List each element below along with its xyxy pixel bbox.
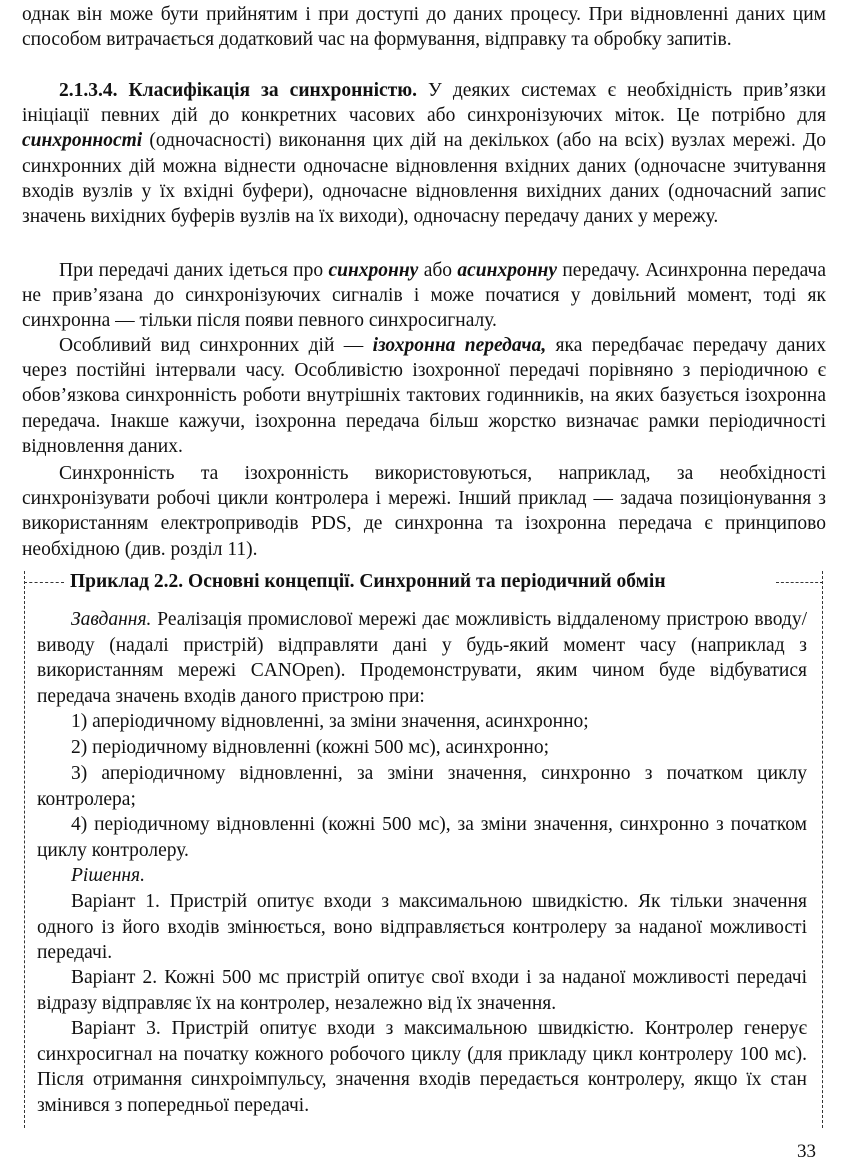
text-run: яка передбачає передачу даних через постійні інтервали часу. Особливістю ізохронної передачі порівняно з періодичною є обов’язкова синхронність роботи внутрішніх тактових годинників, на яких базується ізохронна передача. Інакше кажучи, ізохронна передача більш жорстко визначає рамки періодичності відновлення даних. <box>22 335 826 457</box>
example-box-top-border <box>776 582 823 583</box>
emphasis-term: асинхронну <box>457 260 558 281</box>
paragraph-usage: Синхронність та ізохронність використовуються, наприклад, за необхідності синхронізувати робочі цикли контролера і мережі. Інший приклад — задача позиціонування з використанням електроприводів PDS, де синхронна та ізохронна передача є принципово необхідною (див. розділ 11). <box>22 463 826 560</box>
emphasis-term: синхронності <box>22 130 143 152</box>
example-box-top-border <box>24 582 64 583</box>
example-title: Приклад 2.2. Основні концепції. Синхронний та періодичний обмін <box>70 571 666 592</box>
paragraph-isochronous <box>22 333 826 459</box>
text-run: У деяких системах є необхідність прив’язки ініціації певних дій до конкретних часових або синхронізуючих міток. Це потрібно для <box>22 80 826 127</box>
list-item: 2) періодичному відновленні (кожні 500 мс), асинхронно; <box>71 737 550 758</box>
text-run: передачу. Асинхронна передача не прив’язана до синхронізуючих сигналів і може початися у довільний момент, тоді як синхронна — тільки після появи певного синхросигналу. <box>22 260 826 332</box>
text-run: При передачі даних ідеться про <box>59 260 329 281</box>
task-text: Реалізація промислової мережі дає можливість віддаленому пристрою вводу/виводу (надалі пристрій) відправляти дані у будь-який момент часу (наприклад з використанням мережі CANOpen). Продемонструвати, яким чином буде відбуватися передача значень входів даного пристрою при: <box>37 609 807 707</box>
list-item: 3) аперіодичному відновленні, за зміни значення, синхронно з початком циклу контролера; <box>37 763 807 810</box>
text-run: (одночасності) виконання цих дій на декількох (або на всіх) вузлах мережі. До синхронних дій можна віднести одночасне відновлення вхідних даних (одночасне зчитування входів вузлів у їх вхідні буфери), одночасне відновлення вихідних даних (одночасний запис значень вихідних буферів вузлів на їх виходи), одночасну передачу даних у мережу. <box>22 130 826 228</box>
section-heading: 2.1.3.4. Класифікація за синхронністю. <box>59 80 418 101</box>
text-run: Особливий вид синхронних дій — <box>59 335 373 356</box>
example-task <box>37 607 807 709</box>
list-item: 1) аперіодичному відновленні, за зміни значення, асинхронно; <box>71 711 589 732</box>
solution-variant-2: Варіант 2. Кожні 500 мс пристрій опитує свої входи і за наданої можливості передачі відразу відправляє їх на контролер, незалежно від їх значення. <box>37 967 807 1014</box>
section-paragraph-synchronicity <box>22 78 826 229</box>
solution-variant-3: Варіант 3. Пристрій опитує входи з максимальною швидкістю. Контролер генерує синхросигнал на початку кожного робочого циклу (для прикладу цикл контролеру 100 мс). Після отримання синхроімпульсу, значення входів передається контролеру, якщо їх стан змінився з попередньої передачі. <box>37 1018 807 1116</box>
solution-variant-1: Варіант 1. Пристрій опитує входи з максимальною швидкістю. Як тільки значення одного із його входів змінюється, воно відправляється контролеру за наданої можливості передачі. <box>37 891 807 964</box>
page-number: 33 <box>797 1141 816 1162</box>
paragraph-continuation: однак він може бути прийнятим і при доступі до даних процесу. При відновленні даних цим способом витрачається додатковий час на формування, відправку та обробку запитів. <box>22 4 826 51</box>
emphasis-term: синхронну <box>328 260 419 281</box>
task-label: Завдання. <box>71 609 152 630</box>
text-run: або <box>418 260 458 281</box>
list-item: 4) періодичному відновленні (кожні 500 мс), за зміни значення, синхронно з початком циклу контролеру. <box>37 814 807 861</box>
solution-label <box>37 863 807 889</box>
solution-label-text: Рішення. <box>71 865 145 886</box>
emphasis-term: ізохронна передача, <box>372 335 547 356</box>
paragraph-sync-async <box>22 258 826 334</box>
